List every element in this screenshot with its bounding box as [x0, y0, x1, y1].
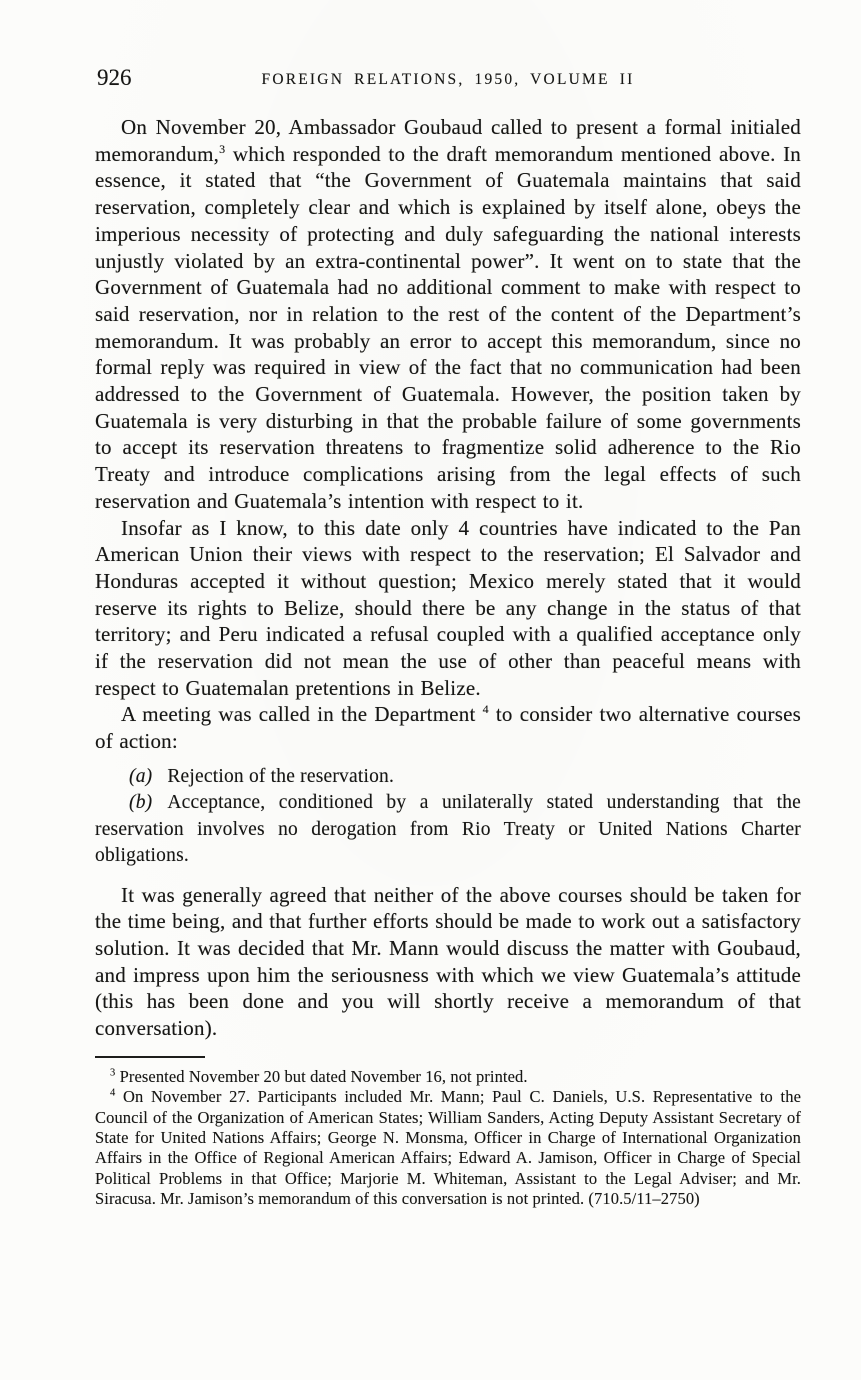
page-content — [95, 66, 801, 1210]
footnote-separator — [95, 1056, 205, 1058]
paragraph-2: Insofar as I know, to this date only 4 countries have indicated to the Pan American Union their views with respect to the reservation; El Salvador and Honduras accepted it without question; Mexico merely stated that it would reserve its rights to Belize, should there be any change in the status of that territory; and Peru indicated a refusal coupled with a qualified acceptance only if the reservation did not mean the use of other than peaceful means with respect to Guatemalan pretentions in Belize. — [95, 515, 801, 700]
footnote-ref-4: 4 — [482, 702, 489, 717]
list-item-a-text: Rejection of the reservation. — [167, 765, 395, 787]
paragraph-3 — [95, 701, 801, 754]
paragraph-1 — [95, 114, 801, 515]
footnotes — [95, 1067, 801, 1210]
page-number: 926 — [97, 65, 132, 90]
footnote-4 — [95, 1087, 801, 1209]
footnote-4-text: On November 27. Participants included Mr. Mann; Paul C. Daniels, U.S. Representative to the Council of the Organization of American States; William Sanders, Acting Deputy Assistant Secretary of State for United Nations Affairs; George N. Monsma, Officer in Charge of International Organization Affairs in the Office of Regional American Affairs; Edward A. Jamison, Officer in Charge of Special Political Problems in that Office; Marjorie M. Whiteman, Assistant to the Legal Adviser; and Mr. Siracusa. Mr. Jamison’s memorandum of this conversation is not printed. (710.5/11–2750) — [95, 1087, 801, 1209]
footnote-ref-3: 3 — [219, 141, 226, 156]
running-head: FOREIGN RELATIONS, 1950, VOLUME II — [261, 71, 635, 88]
paragraph-3-text-b: to consider two alternative courses of action: — [95, 702, 801, 754]
paragraph-1-text-b: which responded to the draft memorandum mentioned above. In essence, it stated that “the Government of Guatemala maintains that said reservation, completely clear and which is explained by itself alone, obeys the imperious necessity of protecting and duly safeguarding the national interests unjustly violated by an extra-continental power”. It went on to state that the Government of Guatemala had no additional comment to make with respect to said reservation, nor in relation to the rest of the content of the Department’s memorandum. It was probably an error to accept this memorandum, since no formal reply was required in view of the fact that no communication had been addressed to the Government of Guatemala. However, the position taken by Guatemala is very disturbing in that the probable failure of some governments to accept its reservation threatens to fragmentize solid adherence to the Rio Treaty and introduce complications arising from the legal effects of such reservation and Guatemala’s intention with respect to it. — [95, 141, 801, 513]
paragraph-4: It was generally agreed that neither of the above courses should be taken for the time being, and that further efforts should be made to work out a satisfactory solution. It was decided that Mr. Mann would discuss the matter with Goubaud, and impress upon him the seriousness with which we view Guatemala’s attitude (this has been done and you will shortly receive a memorandum of that conversation). — [95, 882, 801, 1041]
paragraph-3-text-a: A meeting was called in the Department — [121, 702, 476, 727]
footnote-3 — [95, 1067, 801, 1087]
paragraph-1-text-a: On November 20, Ambassador Goubaud called to present a formal initialed memorandum, — [95, 115, 801, 166]
footnote-3-marker: 3 — [110, 1067, 116, 1079]
list-item-a — [95, 764, 801, 790]
list-item-a-label: (a) — [129, 765, 153, 787]
document-body — [95, 114, 801, 1042]
page-header — [95, 66, 801, 94]
list-item-b-label: (b) — [129, 792, 153, 814]
alternatives-list — [95, 764, 801, 870]
list-item-b — [95, 790, 801, 869]
list-item-b-text: Acceptance, conditioned by a unilaterally stated understanding that the reservation involves no derogation from Rio Treaty or United Nations Charter obligations. — [95, 792, 801, 867]
footnote-4-marker: 4 — [110, 1087, 116, 1099]
footnote-3-text: Presented November 20 but dated November 16, not printed. — [119, 1066, 528, 1086]
